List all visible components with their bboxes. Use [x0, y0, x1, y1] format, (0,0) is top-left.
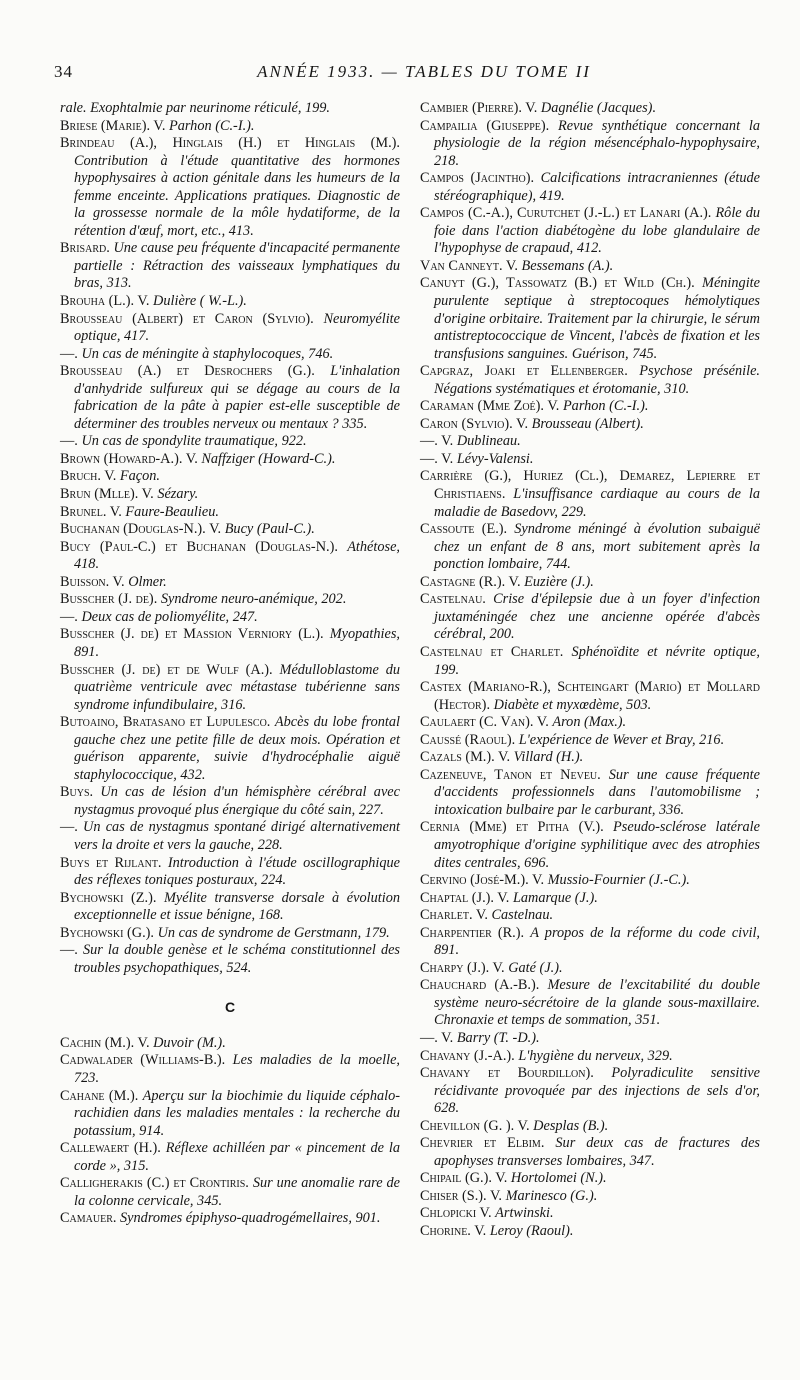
- entry-author: Cazals (M.). V.: [420, 749, 514, 766]
- entry-author: Brun (Mlle). V.: [60, 486, 158, 503]
- entry-author: Busscher (J. de).: [60, 591, 161, 608]
- entry-title: Sur une cause fréquente d'accidents professionnels dans l'automobilisme ; intoxication bulbaire par le carburant, 336.: [434, 766, 760, 818]
- entry-author: Brisard.: [60, 240, 114, 257]
- entry-title: Neuromyélite optique, 417.: [74, 310, 400, 345]
- index-entry: [60, 521, 400, 539]
- entry-title: Aron (Max.).: [552, 714, 627, 731]
- entry-author: Buys.: [60, 784, 101, 801]
- entry-author: Chiser (S.). V.: [420, 1187, 506, 1204]
- entry-author: Chorine. V.: [420, 1223, 490, 1239]
- index-entry: [60, 574, 400, 592]
- index-entry: [420, 1118, 760, 1136]
- index-entry: [420, 275, 760, 363]
- entry-title: Diabète et myxœdème, 503.: [493, 696, 652, 713]
- entry-title: Pseudo-sclérose latérale amyotrophique d'origine syphilitique avec des atrophies dites centrales, 696.: [434, 819, 760, 871]
- entry-title: Mussio-Fournier (J.-C.).: [547, 872, 690, 889]
- entry-author: Calligherakis (C.) et Crontiris.: [60, 1175, 253, 1192]
- entry-title: rale. Exophtalmie par neurinome réticulé, 199.: [60, 100, 331, 116]
- index-entry: [420, 819, 760, 872]
- entry-author: Campos (C.-A.), Curutchet (J.-L.) et Lanari (A.).: [420, 205, 716, 222]
- entry-title: Lévy-Valensi.: [456, 450, 534, 467]
- entry-title: A propos de la réforme du code civil, 891.: [434, 924, 761, 959]
- entry-title: Desplas (B.).: [533, 1117, 609, 1134]
- entry-author: Cachin (M.). V.: [60, 1034, 154, 1051]
- index-entry: [60, 100, 400, 118]
- running-title: ANNÉE 1933. — TABLES DU TOME II: [257, 62, 591, 81]
- index-entry: [60, 925, 400, 943]
- index-entry: [420, 591, 760, 644]
- entry-author: Chevrier et Elbim.: [420, 1135, 556, 1152]
- page-header: [54, 62, 754, 92]
- entry-title: Hortolomei (N.).: [510, 1170, 607, 1187]
- index-entry: [60, 468, 400, 486]
- entry-title: Barry (T. -D.).: [456, 1029, 540, 1046]
- entry-title: Athétose, 418.: [74, 538, 400, 573]
- entry-title: Syndromes épiphyso-quadrogémellaires, 901.: [120, 1210, 381, 1227]
- index-entry: [420, 679, 760, 714]
- index-entry: [420, 451, 760, 469]
- entry-author: Charpy (J.). V.: [420, 959, 509, 976]
- index-entry: [420, 1135, 760, 1170]
- right-column: [420, 100, 760, 1241]
- entry-title: Contribution à l'étude quantitative des hormones hypophysaires à action génitale dans les humeurs de la femme enceinte. Applications pratiques. Diagnostic de la grossesse normale de la môle hydatiforme, de la rétention d'œuf, mort, etc., 413.: [74, 152, 400, 239]
- entry-title: Introduction à l'étude oscillographique des réflexes toniques posturaux, 224.: [74, 854, 400, 889]
- entry-author: Cadwalader (Williams-B.).: [60, 1052, 233, 1069]
- index-entry: [420, 925, 760, 960]
- entry-author: —. V.: [420, 450, 457, 467]
- entry-title: Syndrome neuro-anémique, 202.: [160, 591, 347, 608]
- entry-title: Polyradiculite sensitive récidivante provoquée par des injections de sels d'or, 628.: [434, 1065, 760, 1117]
- index-entry: [60, 662, 400, 715]
- entry-title: Sur une anomalie rare de la colonne cervicale, 345.: [74, 1175, 401, 1209]
- entry-author: Chavany et Bourdillon).: [420, 1065, 612, 1082]
- entry-author: Carrière (G.), Huriez (Cl.), Demarez, Lepierre et Christiaens.: [420, 468, 760, 503]
- entry-author: Chipail (G.). V.: [420, 1170, 511, 1187]
- entry-title: Réflexe achilléen par « pincement de la corde », 315.: [74, 1140, 400, 1174]
- index-entry: [420, 977, 760, 1030]
- entry-author: Charlet. V.: [420, 907, 492, 924]
- index-entry: [60, 504, 400, 522]
- entry-title: Naffziger (Howard-C.).: [201, 450, 336, 467]
- entry-author: Cahane (M.).: [60, 1087, 143, 1104]
- entry-title: L'expérience de Wever et Bray, 216.: [518, 731, 725, 748]
- entry-title: Dublineau.: [456, 433, 521, 450]
- index-entry: [420, 732, 760, 750]
- entry-title: Brousseau (Albert).: [531, 415, 644, 432]
- entry-title: Crise d'épilepsie due à un foyer d'infection juxtaméningée chez une ancienne opérée d'abcès cérébral, 200.: [434, 591, 760, 643]
- entry-author: Campos (Jacintho).: [420, 170, 541, 187]
- index-entry: [60, 1175, 400, 1210]
- entry-author: Buys et Rijlant.: [60, 854, 168, 871]
- index-entry: [60, 1088, 400, 1141]
- index-entry: [420, 118, 760, 171]
- entry-author: Cassoute (E.).: [420, 521, 515, 538]
- index-entry: [60, 609, 400, 627]
- entry-title: Façon.: [119, 468, 160, 485]
- entry-author: Castelnau et Charlet.: [420, 643, 572, 660]
- index-entry: [60, 1052, 400, 1087]
- entry-author: —.: [60, 345, 82, 362]
- entry-title: Un cas de lésion d'un hémisphère cérébral avec nystagmus provoqué plus énergique du côté sain, 227.: [74, 784, 400, 818]
- section-letter: C: [224, 999, 236, 1016]
- index-entry: [420, 767, 760, 820]
- index-entry: [60, 819, 400, 854]
- index-entry: [60, 1210, 400, 1228]
- index-entry: [420, 100, 760, 118]
- index-entry: [420, 749, 760, 767]
- entry-author: Van Canneyt. V.: [420, 257, 522, 274]
- entry-author: —.: [60, 608, 82, 625]
- index-entry: [420, 1223, 760, 1241]
- index-entry: [420, 1030, 760, 1048]
- entry-title: Médulloblastome du quatrième ventricule avec métastase tubérienne sans syndrome infundibulaire, 316.: [74, 661, 400, 713]
- entry-author: Bruch. V.: [60, 468, 120, 485]
- entry-title: Un cas de syndrome de Gerstmann, 179.: [157, 924, 390, 941]
- index-entry: [420, 398, 760, 416]
- index-entry: [420, 1188, 760, 1206]
- entry-title: Méningite purulente septique à streptocoques hémolytiques d'origine orbitaire. Traitement par la chirurgie, le sérum antistreptococcique de Vincent, l'abcès de fixation et les transfusions sanguines. Guérison, 745.: [434, 275, 760, 362]
- entry-author: Caulaert (C. Van). V.: [420, 714, 553, 731]
- entry-author: Castex (Mariano-R.), Schteingart (Mario) et Mollard (Hector).: [420, 679, 760, 713]
- entry-title: Sur deux cas de fractures des apophyses transverses lombaires, 347.: [434, 1135, 760, 1169]
- entry-title: Dulière ( W.-L.).: [153, 293, 247, 310]
- entry-author: Cazeneuve, Tanon et Neveu.: [420, 766, 609, 783]
- entry-title: Une cause peu fréquente d'incapacité permanente partielle : Rétraction des vaisseaux lymphatiques du bras, 313.: [74, 240, 401, 292]
- entry-title: Sphénoïdite et névrite optique, 199.: [434, 643, 760, 678]
- index-entry: [420, 433, 760, 451]
- entry-author: Busscher (J. de) et de Wulf (A.).: [60, 661, 280, 678]
- entry-title: Syndrome méningé à évolution subaiguë chez un enfant de 8 ans, mort subitement après la ponction lombaire, 744.: [434, 521, 760, 573]
- entry-author: Chevillon (G. ). V.: [420, 1117, 534, 1134]
- entry-title: Leroy (Raoul).: [489, 1223, 574, 1239]
- entry-author: Busscher (J. de) et Massion Verniory (L.).: [60, 626, 330, 643]
- page-number: 34: [54, 62, 73, 81]
- entry-author: Charpentier (R.).: [420, 924, 531, 941]
- entry-title: Sur la double genèse et le schéma constitutionnel des troubles psychopathiques, 524.: [74, 942, 400, 976]
- index-entry: [420, 521, 760, 574]
- index-entry: [60, 855, 400, 890]
- index-entry: [420, 714, 760, 732]
- entry-title: Les maladies de la moelle, 723.: [74, 1052, 400, 1086]
- entry-title: Myopathies, 891.: [74, 626, 400, 660]
- entry-title: Olmer.: [128, 573, 167, 590]
- index-entry: [420, 205, 760, 258]
- entry-title: Parhon (C.-I.).: [562, 398, 649, 415]
- entry-author: Buisson. V.: [60, 573, 129, 590]
- index-entry: [420, 574, 760, 592]
- entry-author: Chlopicki V.: [420, 1205, 496, 1222]
- entry-author: Caussé (Raoul).: [420, 731, 519, 748]
- entry-author: —.: [60, 819, 84, 836]
- right-entries: [420, 100, 760, 1241]
- entry-author: —.: [60, 433, 82, 450]
- entry-title: Calcifications intracraniennes (étude stéréographique), 419.: [434, 170, 760, 204]
- entry-author: —. V.: [420, 1029, 457, 1046]
- entry-author: —. V.: [420, 433, 457, 450]
- index-entry: [60, 890, 400, 925]
- index-entry: [60, 626, 400, 661]
- entry-title: Psychose présénile. Négations systématiques et érotomanie, 310.: [434, 363, 760, 397]
- entry-author: Buchanan (Douglas-N.). V.: [60, 521, 225, 538]
- entry-author: Brousseau (A.) et Desrochers (G.).: [60, 363, 331, 380]
- index-entry: [60, 486, 400, 504]
- index-entry: [60, 714, 400, 784]
- index-entry: [420, 1048, 760, 1066]
- entry-author: Brousseau (Albert) et Caron (Sylvio).: [60, 310, 324, 327]
- index-entry: [420, 468, 760, 521]
- entry-title: Aperçu sur la biochimie du liquide céphalo-rachidien dans les maladies mentales : la recherche du potassium, 914.: [74, 1087, 401, 1139]
- entry-title: L'inhalation d'anhydride sulfureux qui se dégage au cours de la fabrication de la pâte à papier est-elle susceptible de déterminer des troubles nerveux ou mentaux ? 335.: [74, 363, 400, 432]
- entry-author: Brindeau (A.), Hinglais (H.) et Hinglais (M.).: [60, 135, 400, 152]
- left-entries-before: [60, 100, 400, 977]
- entry-author: Chauchard (A.-B.).: [420, 977, 548, 994]
- entry-title: L'insuffisance cardiaque au cours de la maladie de Basedovv, 229.: [434, 486, 760, 520]
- entry-title: Un cas de spondylite traumatique, 922.: [81, 433, 307, 450]
- entry-title: Un cas de méningite à staphylocoques, 746.: [81, 345, 334, 362]
- index-entry: [420, 872, 760, 890]
- entry-author: Cervino (José-M.). V.: [420, 872, 548, 889]
- index-entry: [420, 1170, 760, 1188]
- entry-author: Briese (Marie). V.: [60, 117, 169, 134]
- entry-title: Rôle du foie dans l'action diabétogène du lobe glandulaire de l'hypophyse de crapaud, 412.: [434, 205, 760, 257]
- entry-author: Cambier (Pierre). V.: [420, 100, 541, 116]
- index-entry: [60, 293, 400, 311]
- entry-title: Marinesco (G.).: [505, 1187, 598, 1204]
- entry-title: Bucy (Paul-C.).: [224, 521, 315, 538]
- entry-title: Dagnélie (Jacques).: [540, 100, 657, 116]
- entry-author: Caron (Sylvio). V.: [420, 415, 532, 432]
- entry-author: —.: [60, 942, 83, 959]
- entry-author: Caraman (Mme Zoé). V.: [420, 398, 563, 415]
- entry-author: Chaptal (J.). V.: [420, 889, 513, 906]
- index-entry: [60, 363, 400, 433]
- entry-author: Bucy (Paul-C.) et Buchanan (Douglas-N.).: [60, 538, 348, 555]
- entry-title: Myélite transverse dorsale à évolution exceptionnelle et issue bénigne, 168.: [74, 889, 400, 924]
- index-entry: [60, 433, 400, 451]
- entry-title: Euzière (J.).: [524, 573, 594, 590]
- entry-title: Castelnau.: [491, 907, 554, 924]
- index-entry: [420, 416, 760, 434]
- index-entry: [420, 363, 760, 398]
- left-column: [60, 100, 400, 1228]
- index-entry: [420, 258, 760, 276]
- entry-title: Revue synthétique concernant la physiologie de la région mésencéphalo-hypophysaire, 218.: [434, 117, 760, 169]
- entry-author: Callewaert (H.).: [60, 1140, 166, 1157]
- index-entry: [60, 1035, 400, 1053]
- index-entry: [420, 1205, 760, 1223]
- index-entry: [420, 644, 760, 679]
- entry-author: Camauer.: [60, 1210, 121, 1227]
- index-entry: [60, 311, 400, 346]
- entry-title: Gaté (J.).: [508, 959, 563, 976]
- entry-title: Duvoir (M.).: [153, 1034, 226, 1051]
- entry-author: Cernia (Mme) et Pitha (V.).: [420, 819, 614, 836]
- entry-title: Abcès du lobe frontal gauche chez une petite fille de deux mois. Opération et guérison apparente, suivie d'hydrocéphalie aiguë staphylococcique, 432.: [74, 714, 400, 783]
- entry-author: Chavany (J.-A.).: [420, 1047, 519, 1064]
- entry-author: Castelnau.: [420, 591, 494, 608]
- index-entry: [60, 1140, 400, 1175]
- entry-title: Bessemans (A.).: [521, 257, 614, 274]
- entry-author: Bychowski (Z.).: [60, 889, 164, 906]
- entry-author: Brouha (L.). V.: [60, 293, 154, 310]
- index-entry: [60, 240, 400, 293]
- entry-author: Canuyt (G.), Tassowatz (B.) et Wild (Ch.).: [420, 275, 703, 292]
- entry-author: Castagne (R.). V.: [420, 573, 525, 590]
- index-entry: [420, 170, 760, 205]
- entry-title: Artwinski.: [495, 1205, 554, 1222]
- index-entry: [420, 960, 760, 978]
- entry-title: Lamarque (J.).: [512, 889, 598, 906]
- entry-author: Brunel. V.: [60, 503, 126, 520]
- entry-title: Sézary.: [157, 486, 199, 503]
- entry-title: L'hygiène du nerveux, 329.: [518, 1047, 673, 1064]
- entry-author: Campailia (Giuseppe).: [420, 117, 559, 134]
- entry-title: Mesure de l'excitabilité du double système neuro-sécrétoire de la glande sous-maxillaire. Chronaxie et temps de sommation, 351.: [434, 977, 760, 1029]
- index-entry: [60, 118, 400, 136]
- index-entry: [420, 890, 760, 908]
- left-entries-after: [60, 1035, 400, 1228]
- index-entry: [60, 451, 400, 469]
- index-entry: [420, 1065, 760, 1118]
- index-entry: [60, 784, 400, 819]
- index-entry: [60, 942, 400, 977]
- index-entry: [420, 907, 760, 925]
- index-entry: [60, 346, 400, 364]
- index-entry: [60, 539, 400, 574]
- index-entry: [60, 135, 400, 240]
- entry-title: Un cas de nystagmus spontané dirigé alternativement vers la droite et vers la gauche, 228.: [74, 819, 400, 853]
- entry-author: Butoaino, Bratasano et Lupulesco.: [60, 714, 275, 731]
- entry-author: Bychowski (G.).: [60, 924, 158, 941]
- entry-title: Villard (H.).: [513, 749, 584, 766]
- entry-title: Parhon (C.-I.).: [168, 117, 255, 134]
- entry-author: Brown (Howard-A.). V.: [60, 450, 202, 467]
- entry-title: Deux cas de poliomyélite, 247.: [81, 608, 258, 625]
- entry-title: Faure-Beaulieu.: [125, 503, 219, 520]
- entry-author: Capgraz, Joaki et Ellenberger.: [420, 363, 640, 380]
- index-entry: [60, 591, 400, 609]
